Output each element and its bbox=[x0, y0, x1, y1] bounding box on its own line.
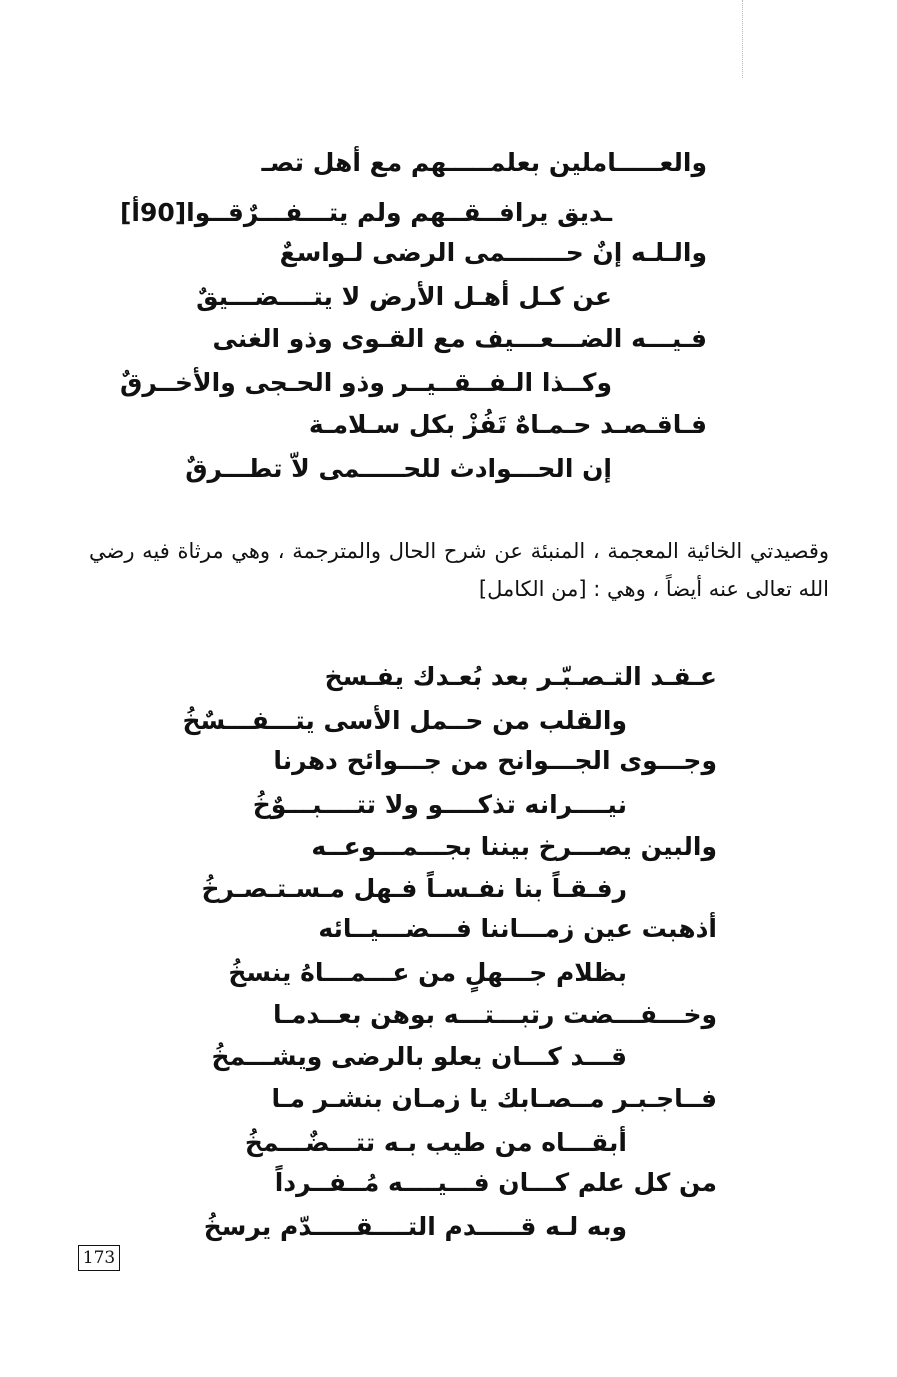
poem-1-line-3: والـلـه إنٌ حـــــــمى الرضى لـواسعٌ bbox=[279, 238, 707, 267]
poem-2-line-10: قـــد كـــان يعلو بالرضى ويشـــمخُ bbox=[211, 1042, 627, 1071]
poem-1-line-1: والعـــــاملين بعلمـــــهم مع أهل تصـ bbox=[261, 148, 707, 177]
page-number-box: 173 bbox=[78, 1245, 120, 1271]
scan-edge-mark bbox=[742, 0, 744, 78]
poem-2-line-9: وخـــفـــضت رتبـــتـــه بوهن بعــدمـا bbox=[273, 1000, 717, 1029]
poem-1-line-8: إن الحـــوادث للحـــــمى لاّ تطـــرقٌ bbox=[185, 454, 612, 483]
poem-2-line-1: عـقـد التـصـبّـر بعد بُعـدك يفـسخ bbox=[324, 662, 717, 691]
poem-2-line-6: رفـقـاً بنا نفـسـاً فـهل مـسـتـصـرخُ bbox=[201, 874, 627, 903]
poem-1-line-6: وكــذا الـفــقــيــر وذو الحـجى والأخــرقٌ bbox=[120, 368, 612, 397]
prose-paragraph: وقصيدتي الخائية المعجمة ، المنبئة عن شرح الحال والمترجمة ، وهي مرثاة فيه رضي الله تعالى عنه أيضاً ، وهي : [من الكامل] bbox=[89, 539, 829, 601]
poem-2-line-14: وبه لـه قـــــدم التــــقـــــدّم يرسخُ bbox=[203, 1212, 627, 1241]
poem-2-line-7: أذهبت عين زمـــاننا فـــضـــيــائه bbox=[318, 914, 717, 943]
poem-1-line-7: فـاقـصـد حـمـاهٌ تَفُزْ بكل سـلامـة bbox=[308, 410, 707, 439]
poem-2-line-2: والقلب من حــمل الأسى يتـــفـــسٌخُ bbox=[182, 706, 627, 735]
poem-2-line-11: فــاجـبـر مــصـابك يا زمـان بنشـر مـا bbox=[271, 1084, 717, 1113]
poem-2-line-3: وجـــوى الجـــوانح من جـــوائح دهرنا bbox=[273, 746, 717, 775]
poem-1-line-4: عن كـل أهـل الأرض لا يتــــضـــيقٌ bbox=[196, 282, 612, 311]
poem-1-line-2: ـديق يرافــقــهم ولم يتـــفـــرٌقــوا[90أ] bbox=[119, 198, 612, 227]
poem-1-line-5: فـيـــه الضـــعـــيف مع القـوى وذو الغنى bbox=[212, 324, 707, 353]
poem-2-line-13: من كل علم كـــان فـــيــــه مُــفــرداً bbox=[274, 1168, 717, 1197]
poem-2-line-12: أبقـــاه من طيب بـه تتـــضٌـــمخُ bbox=[244, 1128, 627, 1157]
poem-2-line-8: بظلام جـــهلٍ من عـــمـــاهُ ينسخُ bbox=[228, 958, 627, 987]
poem-2-line-5: والبين يصـــرخ بيننا بجـــمـــوعــه bbox=[311, 832, 717, 861]
poem-2-line-4: نيــــرانه تذكــــو ولا تتــــبـــوٌخُ bbox=[252, 790, 627, 819]
